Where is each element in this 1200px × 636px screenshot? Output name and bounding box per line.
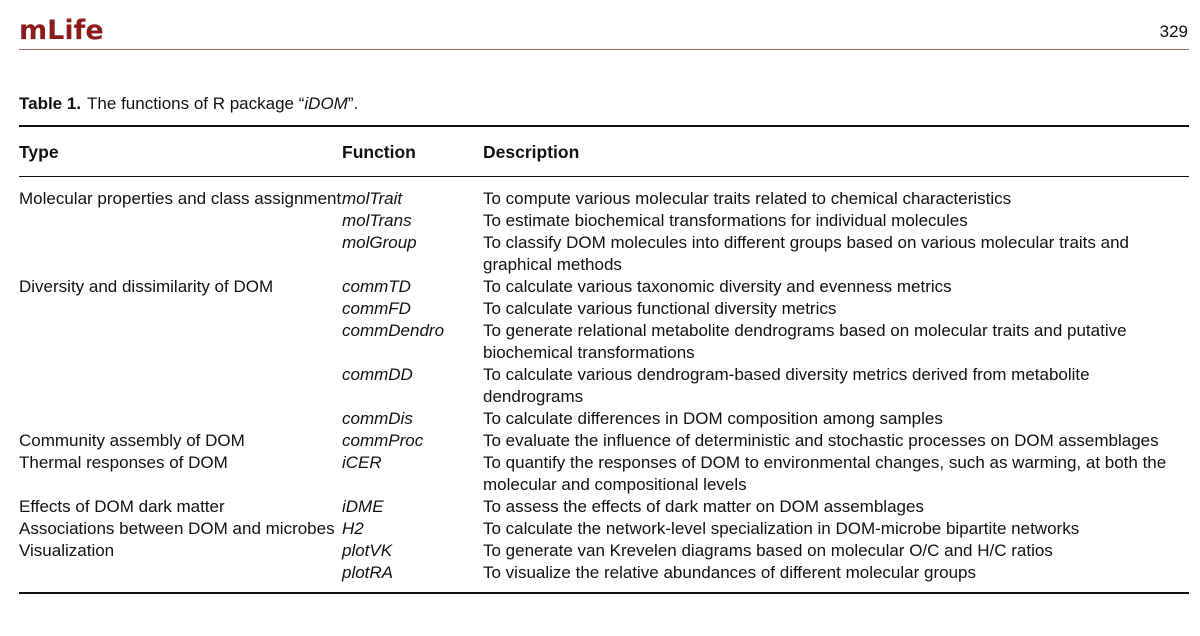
cell-description: To assess the effects of dark matter on DOM assemblages bbox=[483, 497, 924, 516]
functions-table-wrap bbox=[19, 125, 1189, 594]
cell-description: To generate van Krevelen diagrams based on molecular O/C and H/C ratios bbox=[483, 541, 1053, 560]
table-row bbox=[19, 540, 1189, 562]
cell-description: To calculate various taxonomic diversity and evenness metrics bbox=[483, 277, 952, 296]
cell-type: Community assembly of DOM bbox=[19, 431, 245, 450]
caption-label: Table 1. bbox=[19, 94, 82, 113]
cell-description: To calculate various functional diversity metrics bbox=[483, 299, 837, 318]
cell-function: molTrait bbox=[342, 189, 403, 208]
table-row bbox=[19, 452, 1189, 496]
cell-function: plotRA bbox=[342, 563, 394, 582]
cell-description: To calculate differences in DOM composition among samples bbox=[483, 409, 943, 428]
page-number: 329 bbox=[1159, 22, 1188, 41]
functions-table bbox=[19, 125, 1189, 594]
table-row bbox=[19, 177, 1189, 211]
cell-function: commFD bbox=[342, 299, 411, 318]
cell-description: To evaluate the influence of deterministic and stochastic processes on DOM assemblages bbox=[483, 431, 1159, 450]
table-row bbox=[19, 518, 1189, 540]
cell-function: commDis bbox=[342, 409, 413, 428]
cell-function: molGroup bbox=[342, 233, 417, 252]
cell-description: To generate relational metabolite dendrograms based on molecular traits and putative biochemical transformations bbox=[483, 321, 1127, 362]
cell-type: Thermal responses of DOM bbox=[19, 453, 228, 472]
cell-function: iCER bbox=[342, 453, 382, 472]
cell-function: commProc bbox=[342, 431, 424, 450]
cell-type: Effects of DOM dark matter bbox=[19, 497, 225, 516]
cell-function: H2 bbox=[342, 519, 364, 538]
cell-function: commDD bbox=[342, 365, 413, 384]
cell-description: To calculate various dendrogram-based diversity metrics derived from metabolite dendrograms bbox=[483, 365, 1090, 406]
cell-function: commTD bbox=[342, 277, 411, 296]
column-header-function: Function bbox=[342, 142, 416, 162]
cell-description: To compute various molecular traits related to chemical characteristics bbox=[483, 189, 1012, 208]
cell-description: To classify DOM molecules into different groups based on various molecular traits and graphical methods bbox=[483, 233, 1129, 274]
cell-description: To visualize the relative abundances of different molecular groups bbox=[483, 563, 976, 582]
journal-logo: mLife bbox=[19, 15, 104, 46]
cell-type: Visualization bbox=[19, 541, 115, 560]
table-row bbox=[19, 276, 1189, 298]
column-header-type: Type bbox=[19, 142, 59, 162]
table-body bbox=[19, 177, 1189, 594]
cell-function: plotVK bbox=[342, 541, 393, 560]
caption-package-name: iDOM bbox=[304, 94, 348, 113]
cell-type: Diversity and dissimilarity of DOM bbox=[19, 277, 274, 296]
cell-type: Molecular properties and class assignment bbox=[19, 189, 342, 208]
header-rule bbox=[19, 49, 1189, 50]
cell-function: iDME bbox=[342, 497, 384, 516]
caption-text-after: ”. bbox=[347, 94, 359, 113]
cell-description: To estimate biochemical transformations for individual molecules bbox=[483, 211, 968, 230]
caption-text-before: The functions of R package “ bbox=[87, 94, 305, 113]
cell-type: Associations between DOM and microbes bbox=[19, 519, 335, 538]
cell-function: commDendro bbox=[342, 321, 445, 340]
column-header-description: Description bbox=[483, 142, 580, 162]
table-header-row bbox=[19, 126, 1189, 177]
cell-description: To quantify the responses of DOM to environmental changes, such as warming, at both the molecular and compositional levels bbox=[483, 453, 1167, 494]
table-row bbox=[19, 496, 1189, 518]
table-row bbox=[19, 430, 1189, 452]
cell-description: To calculate the network-level specialization in DOM-microbe bipartite networks bbox=[483, 519, 1080, 538]
cell-function: molTrans bbox=[342, 211, 412, 230]
table-caption bbox=[19, 93, 358, 115]
